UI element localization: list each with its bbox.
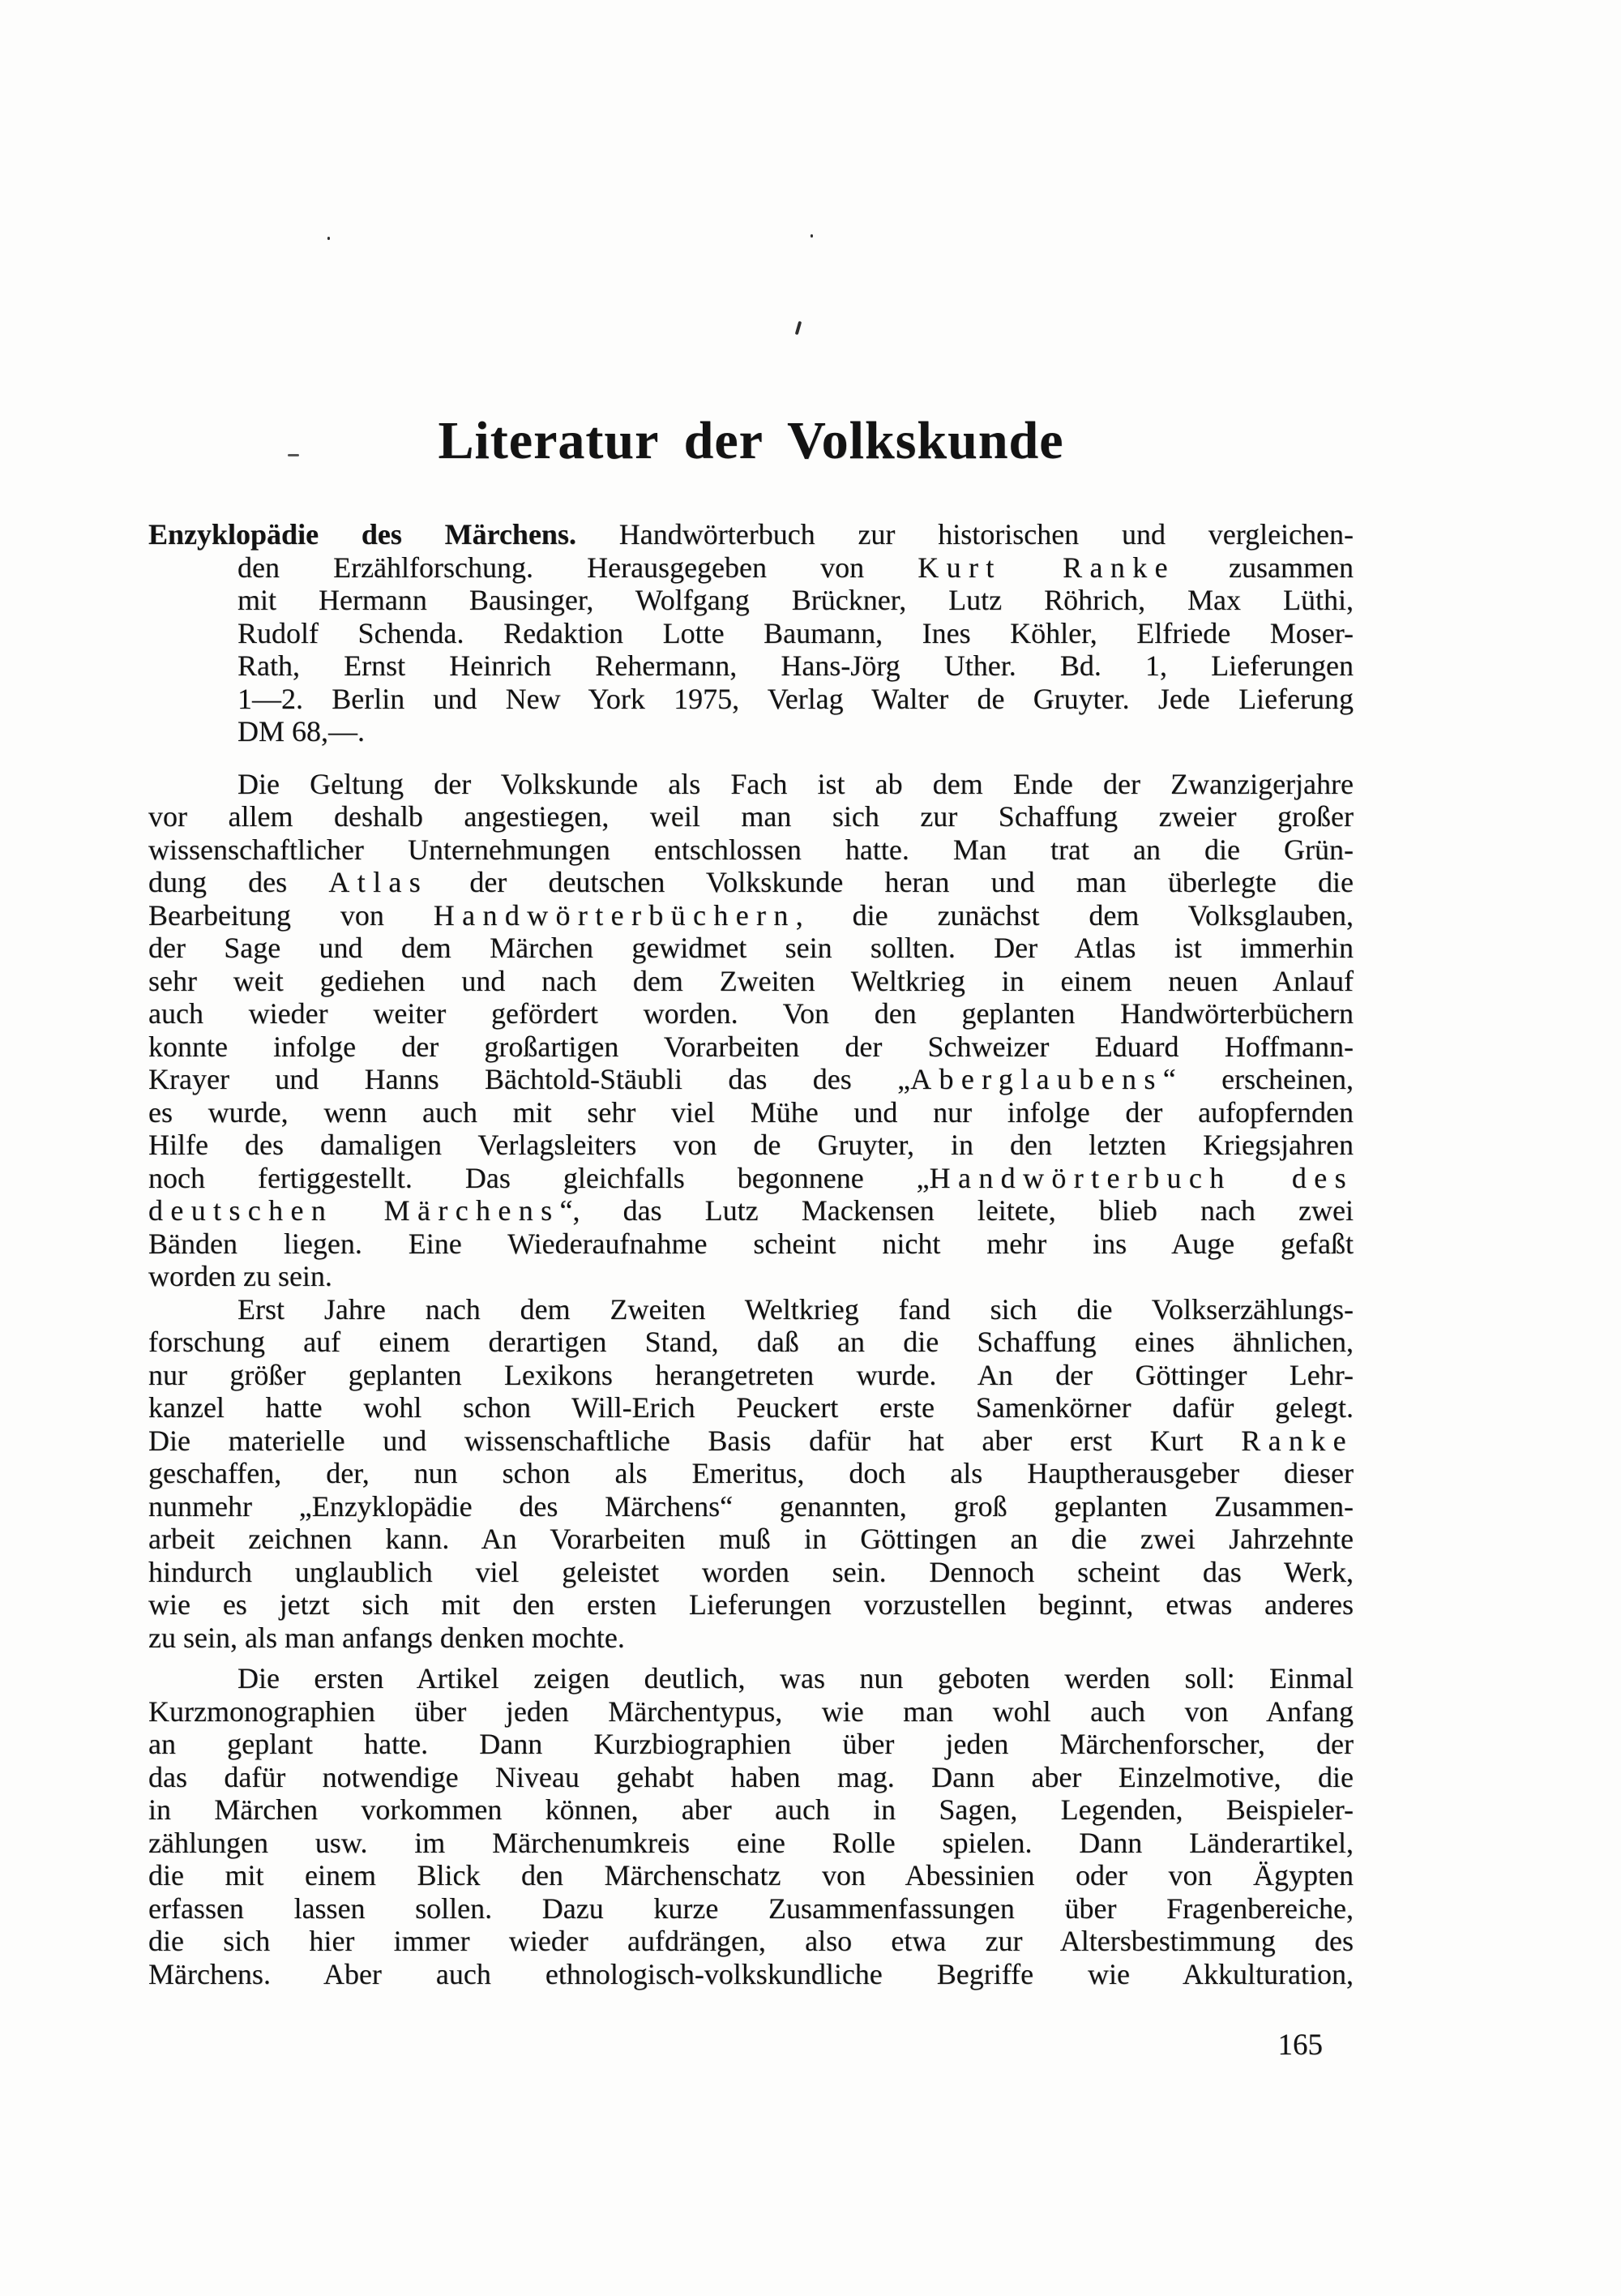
text-line: [148, 1391, 1354, 1424]
text-segment: “ erscheinen,: [1162, 1063, 1354, 1095]
article-title: Literatur der Volkskunde: [438, 411, 1064, 470]
text-line: [237, 584, 1354, 617]
text-line: [148, 932, 1354, 965]
body-paragraph-3: [148, 1662, 1354, 1990]
text-segment: in Märchen vorkommen können, aber auch in Sagen, Legenden, Beispieler-: [148, 1793, 1354, 1826]
text-line: [148, 1793, 1354, 1827]
text-segment: der deutschen Volkskunde heran und man überlegte die: [428, 866, 1354, 898]
bold-text: Enzyklopädie des Märchens.: [148, 518, 576, 550]
text-segment: Bänden liegen. Eine Wiederaufnahme scheint nicht mehr ins Auge gefaßt: [148, 1227, 1354, 1260]
text-segment: Märchens. Aber auch ethnologisch-volkskundliche Begriffe wie Akkulturation,: [148, 1957, 1354, 1990]
text-segment: “, das Lutz Mackensen leitete, blieb nach zwei: [559, 1194, 1354, 1227]
text-segment: worden zu sein.: [148, 1260, 332, 1292]
text-segment: sehr weit gediehen und nach dem Zweiten Weltkrieg in einem neuen Anlauf: [148, 964, 1354, 997]
text-segment: Die Geltung der Volkskunde als Fach ist ab dem Ende der Zwanzigerjahre: [237, 767, 1354, 800]
letterspaced-text: Handwörterbüchern: [433, 898, 796, 932]
text-line: [148, 1096, 1354, 1129]
text-line: [148, 997, 1354, 1030]
text-line: [148, 1063, 1354, 1096]
text-line: [148, 1728, 1354, 1761]
text-line: [148, 1030, 1354, 1064]
letterspaced-text: Ranke: [1241, 1424, 1354, 1457]
text-segment: das dafür notwendige Niveau gehabt haben mag. Dann aber Einzelmotive, die: [148, 1760, 1354, 1793]
letterspaced-text: Atlas: [328, 866, 429, 898]
bibliography-paragraph: [148, 518, 1354, 748]
text-segment: an geplant hatte. Dann Kurzbiographien über jeden Märchenforscher, der: [148, 1728, 1354, 1760]
text-segment: wie es jetzt sich mit den ersten Lieferungen vorzustellen beginnt, etwas anderes: [148, 1588, 1354, 1621]
text-segment: , die zunächst dem Volksglauben,: [795, 898, 1354, 932]
text-line: [148, 1227, 1354, 1261]
text-segment: forschung auf einem derartigen Stand, daß an die Schaffung eines ähnlichen,: [148, 1326, 1354, 1358]
text-segment: zu sein, als man anfangs denken mochte.: [148, 1621, 625, 1654]
letterspaced-text: Kurt Ranke: [917, 550, 1175, 584]
text-line: [148, 866, 1354, 899]
text-segment: zusammen: [1174, 550, 1354, 584]
page-number: 165: [1277, 2028, 1323, 2062]
text-segment: wissenschaftlicher Unternehmungen entschlossen hatte. Man trat an die Grün-: [148, 833, 1354, 866]
text-segment: mit Hermann Bausinger, Wolfgang Brückner, Lutz Röhrich, Max Lüthi,: [237, 584, 1354, 616]
text-segment: noch fertiggestellt. Das gleichfalls begonnene „: [148, 1161, 930, 1194]
text-segment: Die materielle und wissenschaftliche Basis dafür hat aber erst Kurt: [148, 1424, 1242, 1457]
text-segment: Erst Jahre nach dem Zweiten Weltkrieg fand sich die Volkserzählungs-: [237, 1292, 1354, 1326]
scan-speck: [795, 321, 802, 335]
text-line: [148, 1827, 1354, 1860]
text-segment: zählungen usw. im Märchenumkreis eine Rolle spielen. Dann Länderartikel,: [148, 1826, 1354, 1859]
text-line: [148, 1129, 1354, 1162]
text-line: [148, 1588, 1354, 1621]
text-line: [148, 518, 1354, 551]
text-segment: DM 68,—.: [237, 715, 366, 747]
scan-speck: [327, 237, 330, 240]
text-segment: Handwörterbuch zur historischen und vergleichen-: [575, 518, 1354, 550]
text-line: [148, 1859, 1354, 1892]
letterspaced-text: Aberglaubens: [910, 1063, 1163, 1095]
text-line: [148, 1457, 1354, 1490]
text-line: [148, 1293, 1354, 1326]
text-segment: Rudolf Schenda. Redaktion Lotte Baumann, Ines Köhler, Elfriede Moser-: [237, 616, 1354, 649]
text-segment: die mit einem Blick den Märchenschatz von Abessinien oder von Ägypten: [148, 1859, 1354, 1891]
text-segment: Kurzmonographien über jeden Märchentypus, wie man wohl auch von Anfang: [148, 1694, 1354, 1728]
letterspaced-text: Handwörterbuch des: [929, 1161, 1354, 1194]
text-segment: auch wieder weiter gefördert worden. Von den geplanten Handwörterbüchern: [148, 997, 1354, 1030]
text-segment: dung des: [148, 866, 329, 898]
text-segment: arbeit zeichnen kann. An Vorarbeiten muß in Göttingen an die zwei Jahrzehnte: [148, 1523, 1354, 1555]
text-segment: Rath, Ernst Heinrich Rehermann, Hans-Jörg Uther. Bd. 1, Lieferungen: [237, 649, 1354, 682]
text-line: [148, 1260, 1354, 1293]
text-line: [237, 551, 1354, 585]
body-paragraph-1: [148, 768, 1354, 1293]
text-line: [148, 1556, 1354, 1589]
text-line: [148, 1892, 1354, 1925]
text-line: [148, 899, 1354, 932]
text-line: [148, 833, 1354, 867]
text-line: [148, 1662, 1354, 1695]
scan-speck: [810, 234, 813, 238]
text-segment: Krayer und Hanns Bächtold-Stäubli das des „: [148, 1063, 911, 1095]
text-line: [148, 1359, 1354, 1392]
text-segment: hindurch unglaublich viel geleistet worden sein. Dennoch scheint das Werk,: [148, 1555, 1354, 1588]
text-line: [148, 768, 1354, 801]
text-segment: vor allem deshalb angestiegen, weil man sich zur Schaffung zweier großer: [148, 800, 1354, 833]
scan-speck: [288, 454, 299, 456]
text-line: [148, 1490, 1354, 1523]
text-segment: nunmehr „Enzyklopädie des Märchens“ genannten, groß geplanten Zusammen-: [148, 1489, 1354, 1523]
text-segment: es wurde, wenn auch mit sehr viel Mühe und nur infolge der aufopfernden: [148, 1095, 1354, 1129]
text-line: [148, 1761, 1354, 1794]
text-segment: der Sage und dem Märchen gewidmet sein sollten. Der Atlas ist immerhin: [148, 932, 1354, 964]
text-line: [148, 1424, 1354, 1458]
text-line: [148, 965, 1354, 998]
text-line: [148, 1925, 1354, 1958]
text-line: [148, 800, 1354, 833]
text-segment: Bearbeitung von: [148, 898, 434, 932]
text-segment: nur größer geplanten Lexikons herangetreten wurde. An der Göttinger Lehr-: [148, 1358, 1354, 1391]
text-segment: kanzel hatte wohl schon Will-Erich Peuckert erste Samenkörner dafür gelegt.: [148, 1391, 1354, 1424]
text-segment: Die ersten Artikel zeigen deutlich, was nun geboten werden soll: Einmal: [237, 1662, 1354, 1694]
text-segment: die sich hier immer wieder aufdrängen, also etwa zur Altersbestimmung des: [148, 1925, 1354, 1957]
text-line: [148, 1326, 1354, 1359]
text-line: [148, 1162, 1354, 1195]
text-segment: geschaffen, der, nun schon als Emeritus, doch als Hauptherausgeber dieser: [148, 1457, 1354, 1489]
text-segment: Hilfe des damaligen Verlagsleiters von de Gruyter, in den letzten Kriegsjahren: [148, 1129, 1354, 1161]
letterspaced-text: deutschen Märchens: [148, 1194, 560, 1227]
text-line: [237, 617, 1354, 650]
text-segment: den Erzählforschung. Herausgegeben von: [237, 550, 918, 584]
text-line: [148, 1695, 1354, 1728]
text-line: [237, 649, 1354, 683]
body-paragraph-2: [148, 1293, 1354, 1655]
text-line: [148, 1958, 1354, 1991]
text-line: [148, 1523, 1354, 1556]
text-segment: erfassen lassen sollen. Dazu kurze Zusammenfassungen über Fragenbereiche,: [148, 1891, 1354, 1925]
text-segment: konnte infolge der großartigen Vorarbeiten der Schweizer Eduard Hoffmann-: [148, 1030, 1354, 1063]
text-segment: 1—2. Berlin und New York 1975, Verlag Walter de Gruyter. Jede Lieferung: [237, 682, 1354, 715]
text-line: [237, 715, 1354, 748]
text-line: [148, 1621, 1354, 1655]
text-line: [237, 683, 1354, 716]
text-line: [148, 1194, 1354, 1227]
